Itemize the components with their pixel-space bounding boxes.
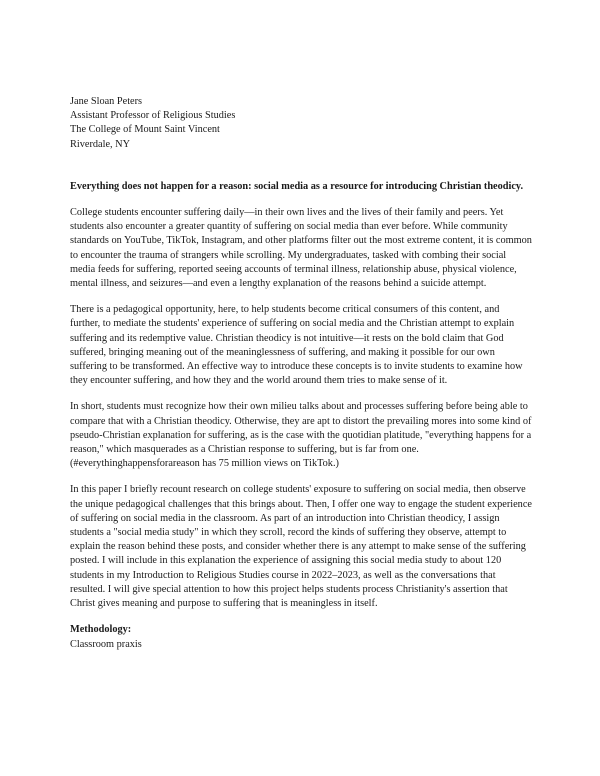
author-position: Assistant Professor of Religious Studies [70,110,236,122]
paragraph-1: College students encounter suffering daily—in their own lives and the lives of their family and peers. Yet students also encounter a greater quantity of suffering on social media than ever before. While community standards on YouTube, TikTok, Instagram, and other platforms filter out the most extreme content, it is common to encounter the trauma of strangers while scrolling. My undergraduates, tasked with combing their social media feeds for suffering, reported seeing accounts of terminal illness, relationship abuse, physical violence, mental illness, and seizures—and even a lengthy explanation of the reasons behind a suicide attempt. [70,207,532,290]
methodology-heading: Methodology: [70,624,132,636]
author-institution: The College of Mount Saint Vincent [70,124,220,136]
methodology-value: Classroom praxis [70,638,142,650]
author-block [70,95,532,152]
paragraph-2: There is a pedagogical opportunity, here, to help students become critical consumers of this content, and further, to mediate the students' experience of suffering on social media and the Christian attempt to explain suffering and its redemptive value. Christian theodicy is not intuitive—it rests on the bold claim that God suffered, bringing meaning out of the meaninglessness of suffering, and making it possible for our own suffering to be transformed. An effective way to introduce these concepts is to invite students to examine how they encounter suffering, and how they and the world around them tries to make sense of it. [70,304,523,387]
paragraph-3: In short, students must recognize how their own milieu talks about and processes suffering before being able to compare that with a Christian theodicy. Otherwise, they are apt to distort the prevailing mores into some kind of pseudo-Christian explanation for suffering, as is the case with the quotidian platitude, "everything happens for a reason," which masquerades as a Christian response to suffering, but is far from one. (#everythinghappensforareason has 75 million views on TikTok.) [70,401,532,470]
author-location: Riverdale, NY [70,138,131,150]
paper-title: Everything does not happen for a reason: social media as a resource for introducing Christian theodicy. [70,180,524,192]
document-body [70,95,532,652]
paragraph-4: In this paper I briefly recount research on college students' exposure to suffering on social media, then observe the unique pedagogical challenges that this brings about. Then, I offer one way to engage the student experience of suffering on social media in the classroom. As part of an introduction into Christian theodicy, I assign students a "social media study" in which they scroll, record the kinds of suffering they observe, attempt to explain the reason behind these posts, and consider whether there is any attempt to make sense of the suffering posted. I will include in this explanation the experience of assigning this social media study to about 120 students in my Introduction to Religious Studies course in 2022–2023, as well as the conversations that resulted. I will give special attention to how this project helps students process Christianity's assertion that Christ gives meaning and purpose to suffering that is meaningless in itself. [70,484,532,610]
author-name: Jane Sloan Peters [70,96,143,107]
